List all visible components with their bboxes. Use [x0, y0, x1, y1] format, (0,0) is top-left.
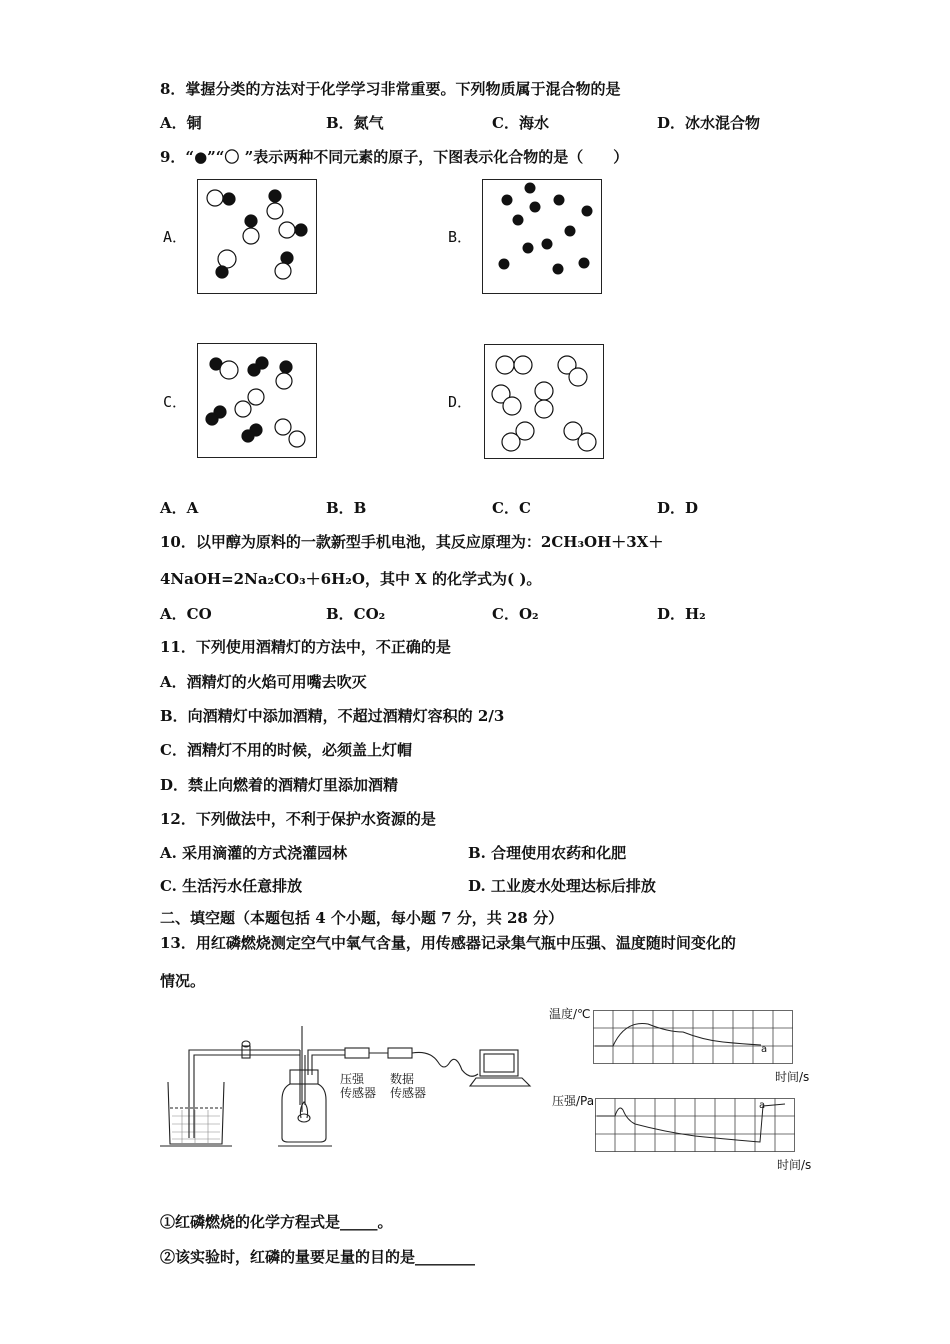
q12-stem: 12．下列做法中，不利于保护水资源的是 [160, 810, 436, 828]
pressure-sensor-label-1: 压强 [340, 1072, 365, 1086]
temp-graph-marker: a [761, 1044, 768, 1055]
q9-option-a: A．A [160, 499, 199, 517]
q10-equation-part1: 2CH₃OH＋3X＋ [540, 533, 664, 551]
q9-fig-label-a: A． [163, 228, 188, 246]
q12-option-d: D. 工业废水处理达标后排放 [468, 877, 656, 895]
q11-option-c: C．酒精灯不用的时候，必须盖上灯帽 [160, 741, 412, 759]
q9-figure-c-particles [198, 344, 316, 457]
q10-equation-part2: 4NaOH=2Na₂CO₃＋6H₂O [160, 570, 365, 588]
data-sensor-label-2: 传感器 [390, 1086, 427, 1100]
temp-graph-xlabel: 时间/s [775, 1070, 810, 1084]
q8-option-a: A．铜 [160, 114, 202, 132]
q9-figure-b-particles [483, 180, 601, 293]
q10-option-c: C．O₂ [492, 605, 539, 623]
q9-option-b: B．B [326, 499, 367, 517]
q11-stem: 11．下列使用酒精灯的方法中，不正确的是 [160, 638, 451, 656]
pressure-sensor-label-2: 传感器 [340, 1086, 377, 1100]
q12-option-c: C. 生活污水任意排放 [160, 877, 303, 895]
q10-option-d: D．H₂ [657, 605, 706, 623]
q9-figure-a-particles [198, 180, 316, 293]
q11-option-b: B．向酒精灯中添加酒精，不超过酒精灯容积的 2/3 [160, 707, 505, 725]
q9-figure-b [482, 179, 602, 294]
q9-option-c: C．C [492, 499, 531, 517]
temp-graph-svg [593, 1010, 793, 1064]
temp-graph-ylabel: 温度/℃ [549, 1007, 591, 1021]
q9-figure-a [197, 179, 317, 294]
q9-figure-d-particles [485, 345, 603, 458]
q10-stem-2: ，其中 X 的化学式为( )。 [364, 570, 542, 588]
q13-stem-line1: 13．用红磷燃烧测定空气中氧气含量，用传感器记录集气瓶中压强、温度随时间变化的 [160, 934, 736, 952]
q11-option-d: D．禁止向燃着的酒精灯里添加酒精 [160, 776, 399, 794]
q13-sub2: ②该实验时，红磷的量要足量的目的是________ [160, 1248, 476, 1266]
q10-option-a: A．CO [160, 605, 212, 623]
q13-apparatus [160, 1020, 535, 1150]
q9-fig-label-d: D． [448, 393, 473, 411]
temp-graph [593, 1010, 793, 1064]
q10-stem-1: 10．以甲醇为原料的一款新型手机电池，其反应原理为： [160, 533, 541, 551]
q12-option-b: B. 合理使用农药和化肥 [468, 844, 627, 862]
q9-figure-c [197, 343, 317, 458]
q10-stem-line1 [160, 531, 663, 552]
q8-option-b: B．氮气 [326, 114, 384, 132]
pressure-graph [595, 1098, 795, 1152]
q9-stem: 9．“●”“〇 ”表示两种不同元素的原子，下图表示化合物的是（ ） [160, 148, 629, 166]
data-sensor-label [390, 1072, 426, 1100]
section-2-title: 二、填空题（本题包括 4 个小题，每小题 7 分，共 28 分） [160, 909, 564, 927]
q12-option-a: A. 采用滴灌的方式浇灌园林 [160, 844, 348, 862]
q8-stem: 8．掌握分类的方法对于化学学习非常重要。下列物质属于混合物的是 [160, 80, 621, 98]
q10-option-b: B．CO₂ [326, 605, 386, 623]
data-sensor-label-1: 数据 [390, 1072, 415, 1086]
q9-option-d: D．D [657, 499, 699, 517]
q10-stem-line2 [160, 568, 541, 589]
pressure-sensor-label [340, 1072, 376, 1100]
q11-option-a: A．酒精灯的火焰可用嘴去吹灭 [160, 673, 367, 691]
q9-fig-label-c: C． [163, 393, 188, 411]
pressure-graph-xlabel: 时间/s [777, 1158, 812, 1172]
q13-sub1: ①红磷燃烧的化学方程式是_____。 [160, 1213, 393, 1231]
pressure-graph-marker: a [759, 1100, 766, 1111]
q9-fig-label-b: B． [448, 228, 473, 246]
q8-option-c: C．海水 [492, 114, 549, 132]
q8-option-d: D．冰水混合物 [657, 114, 761, 132]
pressure-graph-ylabel: 压强/Pa [552, 1094, 595, 1108]
q9-figure-d [484, 344, 604, 459]
q13-stem-line2: 情况。 [160, 972, 206, 990]
